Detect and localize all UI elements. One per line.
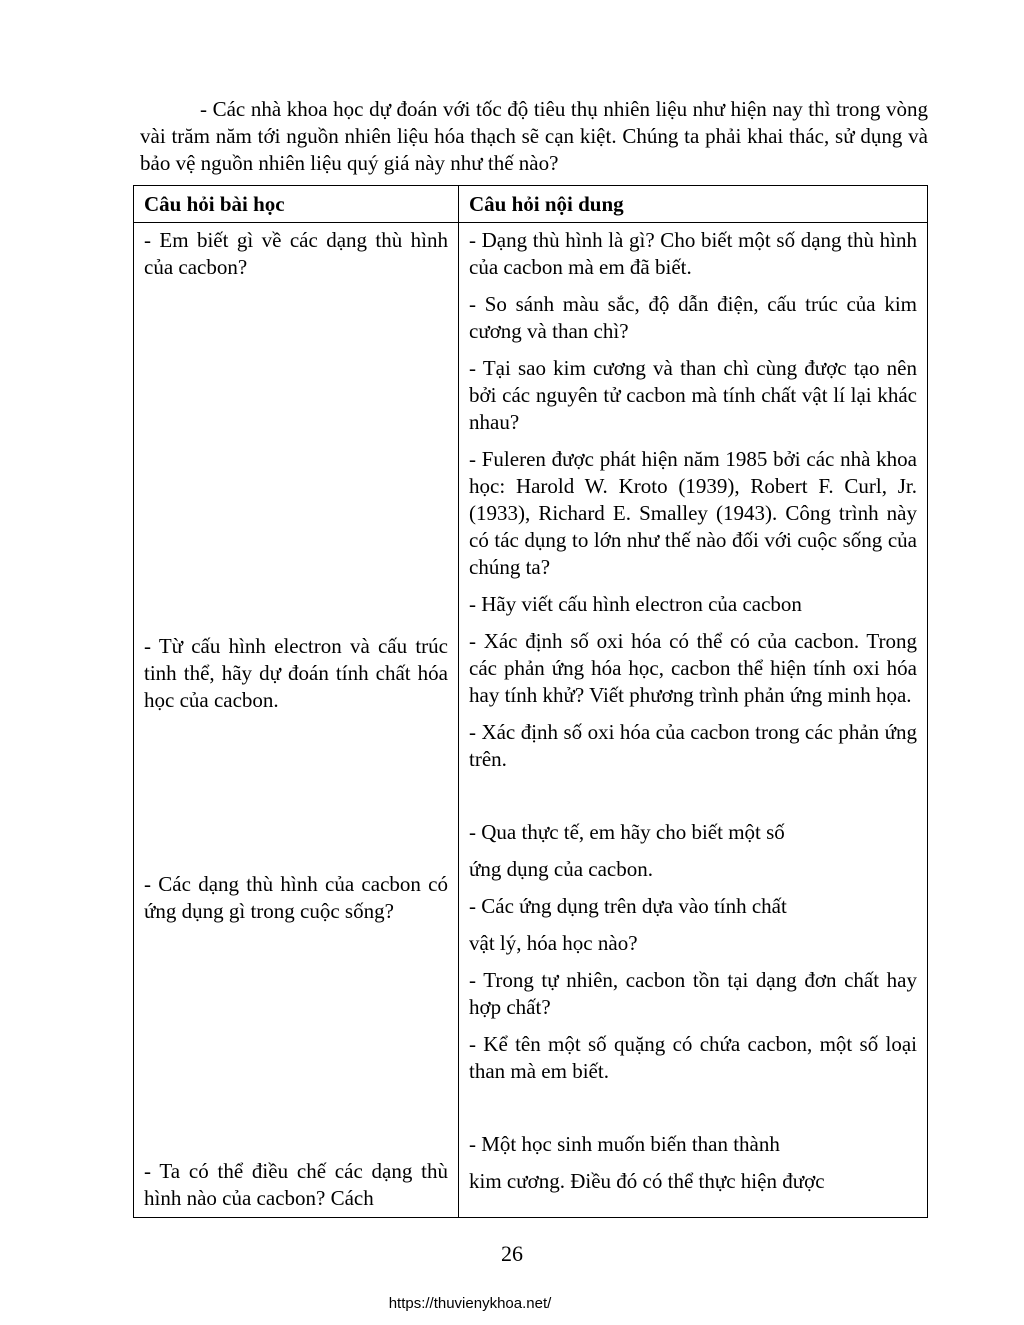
content-question-12: - Trong tự nhiên, cacbon tồn tại dạng đơn chất hay hợp chất? bbox=[469, 968, 917, 1019]
content-question-13: - Kể tên một số quặng có chứa cacbon, một số loại than mà em biết. bbox=[469, 1032, 917, 1083]
lesson-question-1: - Em biết gì về các dạng thù hình của cacbon? bbox=[144, 228, 448, 279]
content-question-2: - So sánh màu sắc, độ dẫn điện, cấu trúc của kim cương và than chì? bbox=[469, 292, 917, 343]
header-lesson-questions: Câu hỏi bài học bbox=[134, 186, 459, 223]
source-url[interactable]: https://thuvienykhoa.net/ bbox=[388, 1295, 552, 1312]
content-question-15: kim cương. Điều đó có thể thực hiện được bbox=[469, 1169, 825, 1193]
intro-paragraph: - Các nhà khoa học dự đoán với tốc độ tiêu thụ nhiên liệu như hiện nay thì trong vòng vài trăm năm tới nguồn nhiên liệu hóa thạch sẽ cạn kiệt. Chúng ta phải khai thác, sử dụng và bảo vệ nguồn nhiên liệu quý giá này như thế nào? bbox=[140, 97, 928, 175]
content-question-6: - Xác định số oxi hóa có thể có của cacbon. Trong các phản ứng hóa học, cacbon thể hiện tính oxi hóa hay tính khử? Viết phương trình phản ứng minh họa. bbox=[469, 629, 917, 707]
table-row bbox=[134, 223, 928, 1218]
question-table bbox=[133, 185, 928, 1218]
content-question-8: - Qua thực tế, em hãy cho biết một số bbox=[469, 820, 785, 844]
content-question-7: - Xác định số oxi hóa của cacbon trong các phản ứng trên. bbox=[469, 720, 917, 771]
page-number: 26 bbox=[501, 1241, 523, 1266]
content-question-4: - Fuleren được phát hiện năm 1985 bởi các nhà khoa học: Harold W. Kroto (1939), Robert F. Curl, Jr. (1933), Richard E. Smalley (1943). Công trình này có tác dụng to lớn như thế nào đối với cuộc sống của chúng ta? bbox=[469, 447, 917, 579]
content-questions-cell bbox=[459, 223, 928, 1218]
content-question-1: - Dạng thù hình là gì? Cho biết một số dạng thù hình của cacbon mà em đã biết. bbox=[469, 228, 917, 279]
header-content-questions: Câu hỏi nội dung bbox=[459, 186, 928, 223]
content-question-11: vật lý, hóa học nào? bbox=[469, 931, 638, 955]
content-question-5: - Hãy viết cấu hình electron của cacbon bbox=[469, 592, 802, 616]
content-question-10: - Các ứng dụng trên dựa vào tính chất bbox=[469, 894, 787, 918]
lesson-question-2: - Từ cấu hình electron và cấu trúc tinh thể, hãy dự đoán tính chất hóa học của cacbon. bbox=[144, 634, 448, 712]
lesson-questions-cell bbox=[134, 223, 459, 1218]
content-question-9: ứng dụng của cacbon. bbox=[469, 857, 653, 881]
table-header-row bbox=[134, 186, 928, 223]
lesson-question-3: - Các dạng thù hình của cacbon có ứng dụng gì trong cuộc sống? bbox=[144, 872, 448, 923]
content-question-3: - Tại sao kim cương và than chì cùng được tạo nên bởi các nguyên tử cacbon mà tính chất vật lí lại khác nhau? bbox=[469, 356, 917, 434]
lesson-question-4: - Ta có thể điều chế các dạng thù hình nào của cacbon? Cách bbox=[144, 1159, 448, 1210]
content-question-14: - Một học sinh muốn biến than thành bbox=[469, 1132, 780, 1156]
